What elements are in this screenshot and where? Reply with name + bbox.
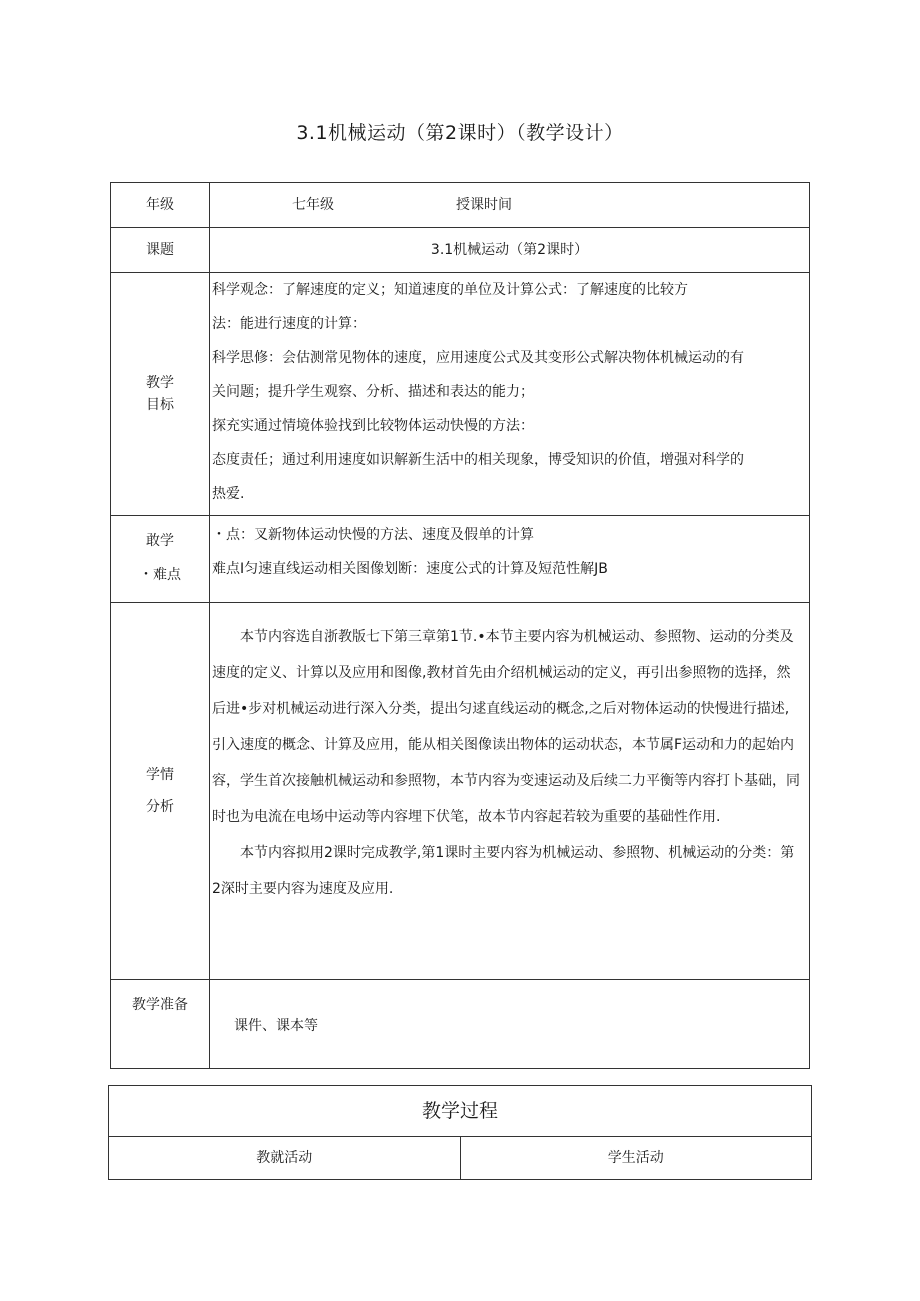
lesson-info-table: [110, 182, 810, 1069]
analysis-paragraph: 本节内容选自浙教版七下第三章第1节.•本节主要内容为机械运动、参照物、运动的分类及速度的定义、计算以及应用和图像,教材首先由介绍机械运动的定义，再引出参照物的选择，然后进•步对机械运动进行深入分类，提出匀逑直线运动的概念,之后对物体运动的快慢进行描述,引入速度的概念、计算及应用，能从相关图像读出物体的运动状态，本节属F运动和力的起始内容，学生首次接触机械运动和参照物，本节内容为变速运动及后续二力平衡等内容打卜基础，同时也为电流在电场中运动等内容埋下伏笔，故本节内容起若较为重要的基础性作用.: [212, 629, 800, 825]
goal-line: 关问题；提升学生观察、分析、描述和表达的能力；: [212, 384, 534, 400]
topic-value: 3.1机械运动（第2课时）: [210, 228, 810, 273]
grade-row: [111, 183, 810, 228]
analysis-label-line-1: 学情: [146, 767, 174, 783]
difficulty-line: 难点I匀速直线运动相关图像划断：速度公式的计算及短范性解JB: [212, 561, 608, 577]
key-point-line: ・点：叉新物体运动快慢的方法、速度及假单的计算: [212, 527, 534, 543]
topic-row: [111, 228, 810, 273]
key-label-line-1: 敢学: [146, 533, 174, 549]
process-title-row: [109, 1086, 812, 1137]
grade-value: 七年级: [292, 197, 334, 213]
grade-label: 年级: [111, 183, 210, 228]
analysis-paragraph: 本节内容拟用2课时完成教学,第1课时主要内容为机械运动、参照物、机械运动的分类：第2深时主要内容为速度及应用.: [212, 845, 795, 897]
analysis-label-line-2: 分析: [146, 799, 174, 815]
goals-label-line-1: 教学: [146, 375, 174, 391]
goal-line: 法：能进行速度的计算：: [212, 316, 366, 332]
student-activity-header: 学生活动: [460, 1137, 812, 1180]
goal-line: 科学观念：了解速度的定义；知道速度的单位及计算公式：了解速度的比较方: [212, 282, 688, 298]
preparation-label: 教学准备: [111, 980, 210, 1069]
class-time-label: 授课时间: [456, 197, 512, 213]
grade-cell: [210, 183, 810, 228]
process-header-row: [109, 1137, 812, 1180]
goal-line: 科学思修：会估测常见物体的速度，应用速度公式及其变形公式解决物体机械运动的有: [212, 350, 744, 366]
teacher-activity-header: 教就活动: [109, 1137, 461, 1180]
goal-line: 态度责任；通过利用速度如识解新生活中的相关现象，博受知识的价值，增强对科学的: [212, 452, 744, 468]
preparation-value: 课件、课本等: [210, 980, 810, 1069]
preparation-row: [111, 980, 810, 1069]
analysis-content: [210, 603, 810, 980]
teaching-process-table: [108, 1085, 812, 1180]
goals-label: [111, 273, 210, 516]
key-points-row: [111, 516, 810, 603]
process-title: 教学过程: [109, 1086, 812, 1137]
goal-line: 热爱.: [212, 486, 245, 502]
goal-line: 探充实通过情境体验找到比较物体运动快慢的方法：: [212, 418, 534, 434]
goals-label-line-2: 目标: [146, 397, 174, 413]
goals-row: [111, 273, 810, 516]
key-points-content: [210, 516, 810, 603]
topic-label: 课题: [111, 228, 210, 273]
analysis-row: [111, 603, 810, 980]
goals-content: [210, 273, 810, 516]
key-points-label: [111, 516, 210, 603]
analysis-label: [111, 603, 210, 980]
key-label-line-2: ・难点: [139, 567, 181, 583]
document-title: 3.1机械运动（第2课时）（教学设计）: [296, 122, 624, 144]
